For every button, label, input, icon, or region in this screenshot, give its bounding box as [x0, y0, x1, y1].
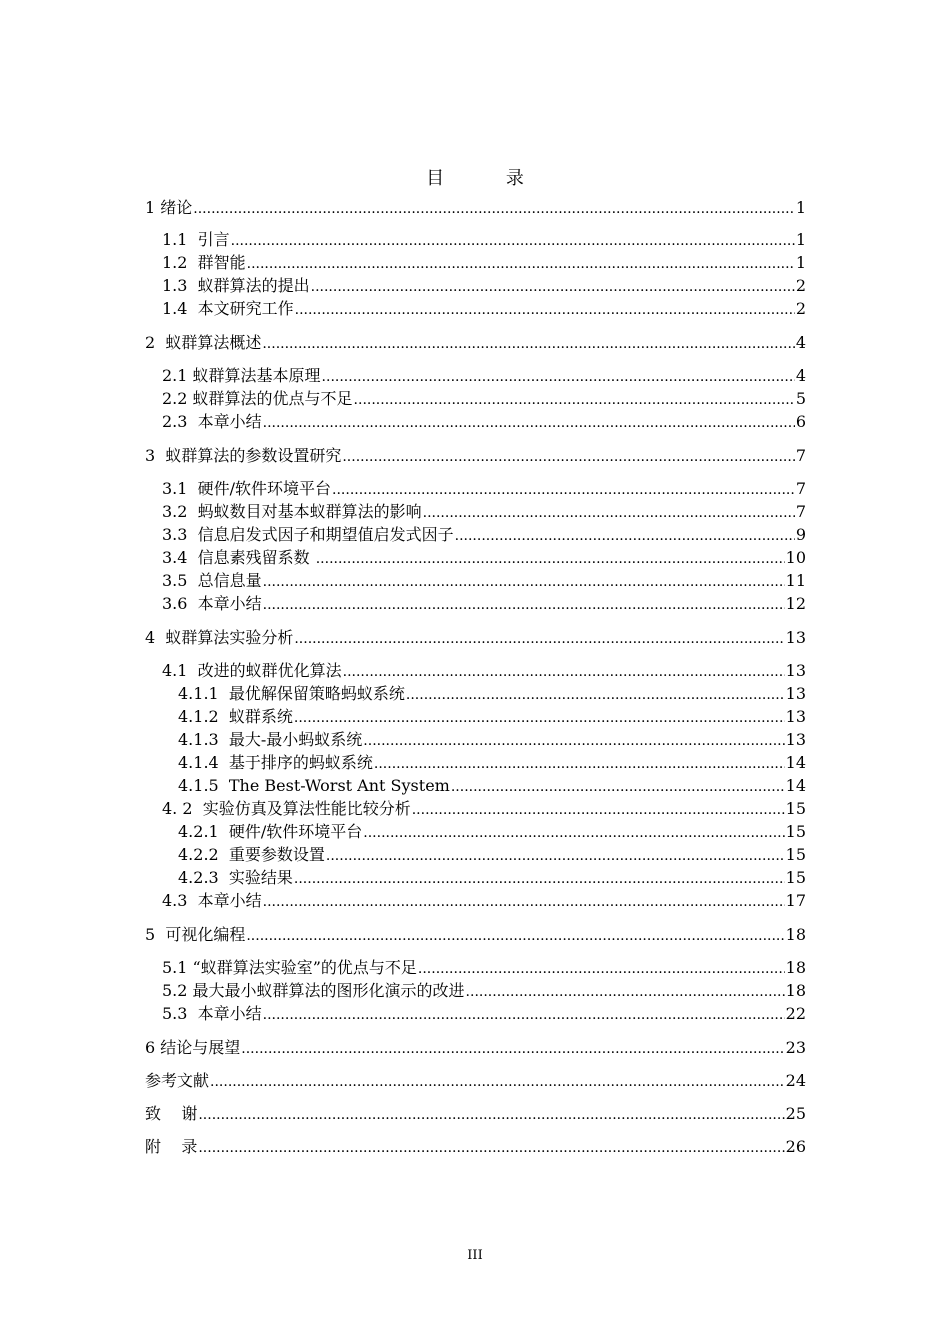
toc-entry[interactable]: [145, 275, 806, 297]
toc-entry-title: 5.1 “蚁群算法实验室”的优点与不足: [162, 958, 417, 977]
toc-entry-page: 13: [785, 628, 806, 647]
toc-entry[interactable]: [145, 798, 806, 820]
toc-entry-page: 13: [785, 730, 806, 749]
toc-entry-title: 2.3 本章小结: [162, 412, 262, 431]
toc-entry[interactable]: [145, 957, 806, 979]
toc-entry-title: 4.1.3 最大-最小蚂蚁系统: [178, 730, 363, 749]
toc-entry-page: 6: [795, 412, 806, 431]
toc-dot-leader: [263, 890, 785, 913]
toc-dot-leader: [263, 1003, 785, 1026]
toc-dot-leader: [466, 980, 785, 1003]
toc-entry-page: 13: [785, 684, 806, 703]
toc-entry[interactable]: [145, 627, 806, 649]
toc-dot-leader: [451, 775, 785, 798]
page-number: III: [467, 1248, 483, 1263]
toc-entry[interactable]: [145, 775, 806, 797]
toc-entry[interactable]: [145, 706, 806, 728]
toc-entry[interactable]: [145, 298, 806, 320]
toc-entry-title: 4 蚁群算法实验分析: [145, 628, 294, 647]
toc-entry-title: 1.2 群智能: [162, 253, 246, 272]
toc-dot-leader: [246, 924, 784, 947]
toc-entry-page: 1: [795, 198, 806, 217]
toc-entry[interactable]: [145, 593, 806, 615]
toc-entry[interactable]: [145, 411, 806, 433]
toc-dot-leader: [322, 365, 795, 388]
toc-entry-title: 4.1.5 The Best-Worst Ant System: [178, 776, 450, 795]
toc-dot-leader: [294, 627, 784, 650]
toc-entry[interactable]: [145, 1003, 806, 1025]
toc-entry[interactable]: [145, 821, 806, 843]
toc-entry[interactable]: [145, 365, 806, 387]
toc-entry[interactable]: [145, 1070, 806, 1092]
toc-dot-leader: [193, 197, 795, 220]
toc-entry-page: 15: [785, 868, 806, 887]
toc-entry-title: 3.3 信息启发式因子和期望值启发式因子: [162, 525, 454, 544]
toc-entry[interactable]: [145, 570, 806, 592]
toc-dot-leader: [363, 729, 784, 752]
toc-entry[interactable]: [145, 445, 806, 467]
toc-entry-title: 5.2 最大最小蚁群算法的图形化演示的改进: [162, 981, 465, 1000]
toc-entry-page: 17: [785, 891, 806, 910]
toc-entry-title: 2.2 蚁群算法的优点与不足: [162, 389, 353, 408]
toc-entry-page: 11: [785, 571, 806, 590]
toc-entry-page: 13: [785, 661, 806, 680]
toc-dot-leader: [231, 229, 795, 252]
toc-entry-page: 14: [785, 776, 806, 795]
toc-entry[interactable]: [145, 924, 806, 946]
toc-entry-title: 3.6 本章小结: [162, 594, 262, 613]
toc-entry-title: 4.1.4 基于排序的蚂蚁系统: [178, 753, 373, 772]
toc-dot-leader: [342, 445, 794, 468]
toc-entry-title: 2.1 蚁群算法基本原理: [162, 366, 321, 385]
toc-entry[interactable]: [145, 683, 806, 705]
toc-entry-title: 3.4 信息素残留系数: [162, 548, 315, 567]
toc-entry[interactable]: [145, 867, 806, 889]
toc-entry-title: 4.2.2 重要参数设置: [178, 845, 325, 864]
toc-entry[interactable]: [145, 1037, 806, 1059]
toc-entry[interactable]: [145, 501, 806, 523]
toc-dot-leader: [455, 524, 795, 547]
toc-entry-page: 1: [795, 253, 806, 272]
toc-dot-leader: [311, 275, 795, 298]
toc-entry-title: 致 谢: [145, 1104, 198, 1123]
toc-dot-leader: [198, 1103, 784, 1126]
toc-entry-page: 15: [785, 845, 806, 864]
toc-dot-leader: [423, 501, 795, 524]
toc-entry-title: 4.2.1 硬件/软件环境平台: [178, 822, 363, 841]
toc-entry-title: 4.1 改进的蚁群优化算法: [162, 661, 342, 680]
toc-entry-page: 18: [785, 925, 806, 944]
toc-entry-title: 1.1 引言: [162, 230, 230, 249]
toc-dot-leader: [412, 798, 785, 821]
toc-entry-page: 10: [785, 548, 806, 567]
toc-entry-title: 2 蚁群算法概述: [145, 333, 262, 352]
toc-dot-leader: [326, 844, 785, 867]
toc-entry-page: 14: [785, 753, 806, 772]
toc-entry[interactable]: [145, 752, 806, 774]
toc-entry-page: 2: [795, 276, 806, 295]
toc-entry-page: 13: [785, 707, 806, 726]
toc-dot-leader: [198, 1136, 784, 1159]
toc-entry[interactable]: [145, 660, 806, 682]
toc-entry[interactable]: [145, 890, 806, 912]
toc-entry[interactable]: [145, 524, 806, 546]
toc-entry-title: 4.1.1 最优解保留策略蚂蚁系统: [178, 684, 405, 703]
toc-entry-title: 6 结论与展望: [145, 1038, 241, 1057]
toc-entry-title: 1.3 蚁群算法的提出: [162, 276, 310, 295]
toc-dot-leader: [263, 411, 795, 434]
toc-entry-page: 24: [785, 1071, 806, 1090]
toc-entry-title: 5.3 本章小结: [162, 1004, 262, 1023]
toc-dot-leader: [262, 332, 794, 355]
toc-dot-leader: [363, 821, 784, 844]
toc-entry-page: 7: [795, 502, 806, 521]
toc-entry-page: 15: [785, 822, 806, 841]
toc-entry[interactable]: [145, 729, 806, 751]
toc-entry[interactable]: [145, 252, 806, 274]
toc-entry-title: 3.2 蚂蚁数目对基本蚁群算法的影响: [162, 502, 422, 521]
toc-entry-page: 4: [795, 366, 806, 385]
toc-entry[interactable]: [145, 478, 806, 500]
toc-entry-page: 18: [785, 958, 806, 977]
toc-entry-page: 26: [785, 1137, 806, 1156]
toc-entry[interactable]: [145, 332, 806, 354]
toc-dot-leader: [332, 478, 795, 501]
toc-entry-title: 附 录: [145, 1137, 198, 1156]
toc-entry-title: 1 绪论: [145, 198, 193, 217]
toc-dot-leader: [210, 1070, 785, 1093]
toc-dot-leader: [263, 570, 785, 593]
toc-entry-page: 18: [785, 981, 806, 1000]
toc-entry[interactable]: [145, 197, 806, 219]
toc-dot-leader: [241, 1037, 784, 1060]
toc-entry-title: 4.2.3 实验结果: [178, 868, 293, 887]
toc-entry-page: 5: [795, 389, 806, 408]
toc-dot-leader: [343, 660, 785, 683]
toc-entry-page: 23: [785, 1038, 806, 1057]
toc-entry-page: 22: [785, 1004, 806, 1023]
toc-entry-page: 7: [795, 479, 806, 498]
toc-dot-leader: [374, 752, 785, 775]
toc-dot-leader: [294, 867, 785, 890]
toc-entry-page: 15: [785, 799, 806, 818]
toc-entry-title: 3 蚁群算法的参数设置研究: [145, 446, 342, 465]
toc-entry-title: 3.1 硬件/软件环境平台: [162, 479, 332, 498]
toc-entry[interactable]: [145, 1103, 806, 1125]
toc-dot-leader: [294, 706, 785, 729]
toc-entry-title: 4.1.2 蚁群系统: [178, 707, 293, 726]
page-title: 目 录: [426, 168, 552, 189]
toc-entry[interactable]: [145, 980, 806, 1002]
toc-entry-title: 1.4 本文研究工作: [162, 299, 294, 318]
toc-dot-leader: [295, 298, 795, 321]
toc-dot-leader: [354, 388, 795, 411]
toc-entry-page: 12: [785, 594, 806, 613]
toc-entry[interactable]: [145, 547, 806, 569]
toc-entry-title: 参考文献: [145, 1071, 210, 1090]
toc-entry-title: 5 可视化编程: [145, 925, 246, 944]
toc-dot-leader: [247, 252, 795, 275]
toc-entry-title: 3.5 总信息量: [162, 571, 262, 590]
toc-dot-leader: [263, 593, 785, 616]
toc-dot-leader: [406, 683, 785, 706]
toc-dot-leader: [418, 957, 785, 980]
toc-entry-page: 25: [785, 1104, 806, 1123]
toc-dot-leader: [316, 547, 785, 570]
toc-entry-page: 1: [795, 230, 806, 249]
toc-entry[interactable]: [145, 844, 806, 866]
toc-entry-title: 4. 2 实验仿真及算法性能比较分析: [162, 799, 411, 818]
toc-entry[interactable]: [145, 388, 806, 410]
toc-entry-page: 4: [795, 333, 806, 352]
toc-entry-title: 4.3 本章小结: [162, 891, 262, 910]
toc-entry-page: 9: [795, 525, 806, 544]
toc-entry-page: 2: [795, 299, 806, 318]
toc-entry[interactable]: [145, 1136, 806, 1158]
toc-entry[interactable]: [145, 229, 806, 251]
toc-entry-page: 7: [795, 446, 806, 465]
